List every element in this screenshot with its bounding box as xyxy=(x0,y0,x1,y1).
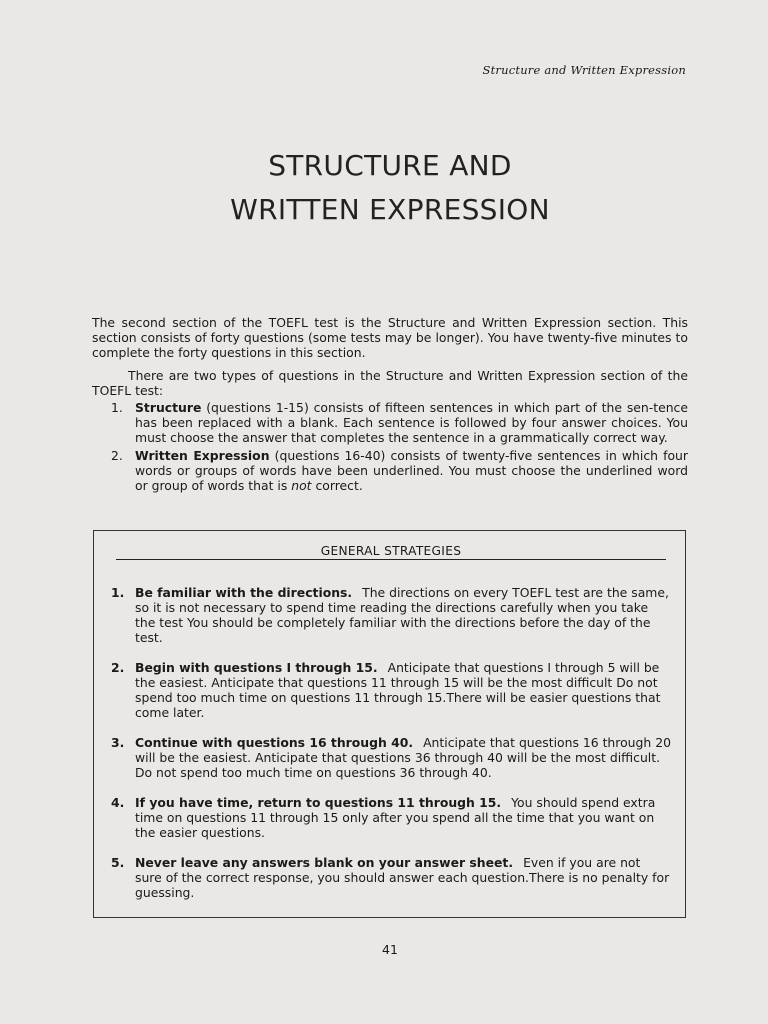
list-number: 3. xyxy=(111,735,125,750)
strategies-heading: GENERAL STRATEGIES xyxy=(116,544,666,560)
strategy-heading: Never leave any answers blank on your answer sheet. xyxy=(135,855,514,870)
term: Structure xyxy=(135,400,202,415)
intro-paragraph: There are two types of questions in the Structure and Written Expression section of the TOEFL test: xyxy=(92,368,688,398)
strategy-text: Anticipate that questions I through 5 will be the easiest. Anticipate that questions 11 through 15 will be the most difficult Do not spend too much time on questions 11 through 15.There will be easier questions that come later. xyxy=(135,660,661,720)
strategy-text: The directions on every TOEFL test are the same, so it is not necessary to spend time reading the directions carefully when you take the test You should be completely familiar with the directions before the day of the test. xyxy=(135,585,669,645)
title-line-2: WRITTEN EXPRESSION xyxy=(230,192,550,226)
strategy-text: Anticipate that questions 16 through 20 will be the easiest. Anticipate that questions 36 through 40 will be the most difficult. Do not spend too much time on questions 36 through 40. xyxy=(135,735,671,780)
strategies-box xyxy=(93,530,686,918)
list-number: 2. xyxy=(111,448,123,463)
intro-paragraph: The second section of the TOEFL test is the Structure and Written Expression section. This section consists of forty questions (some tests may be longer). You have twenty-five minutes to complete the forty questions in this section. xyxy=(92,315,688,360)
page-number: 41 xyxy=(382,942,398,957)
strategy-text: Even if you are not sure of the correct response, you should answer each question.There is no penalty for guessing. xyxy=(135,855,670,900)
strategy-text: You should spend extra time on questions 11 through 15 only after you spend all the time that you want on the easier questions. xyxy=(135,795,656,840)
question-type-item xyxy=(92,448,688,493)
strategy-heading: Be familiar with the directions. xyxy=(135,585,353,600)
strategy-heading: If you have time, return to questions 11 through 15. xyxy=(135,795,502,810)
question-type-item xyxy=(92,400,688,445)
strategies-list xyxy=(111,585,671,915)
strategy-item xyxy=(111,855,671,900)
term-description: correct. xyxy=(311,478,363,493)
running-head: Structure and Written Expression xyxy=(482,63,686,77)
strategy-item xyxy=(111,660,671,720)
strategy-heading: Continue with questions 16 through 40. xyxy=(135,735,414,750)
page-title xyxy=(0,144,768,232)
list-number: 1. xyxy=(111,585,125,600)
strategy-heading: Begin with questions I through 15. xyxy=(135,660,378,675)
list-number: 4. xyxy=(111,795,125,810)
strategy-item xyxy=(111,585,671,645)
term-description: (questions 16-40) consists of twenty-five sentences in which four words or groups of words have been underlined. You must choose the underlined word or group of words that is xyxy=(135,448,688,493)
term: Written Expression xyxy=(135,448,270,463)
term-description: (questions 1-15) consists of fifteen sentences in which part of the sen-tence has been replaced with a blank. Each sentence is followed by four answer choices. You must choose the answer that completes the sentence in a grammatically correct way. xyxy=(135,400,688,445)
list-number: 5. xyxy=(111,855,125,870)
title-line-1: STRUCTURE AND xyxy=(268,148,512,182)
strategy-item xyxy=(111,795,671,840)
intro-section xyxy=(92,315,688,496)
strategy-item xyxy=(111,735,671,780)
list-number: 2. xyxy=(111,660,125,675)
list-number: 1. xyxy=(111,400,123,415)
emphasis: not xyxy=(291,478,312,493)
question-types-list xyxy=(92,400,688,493)
